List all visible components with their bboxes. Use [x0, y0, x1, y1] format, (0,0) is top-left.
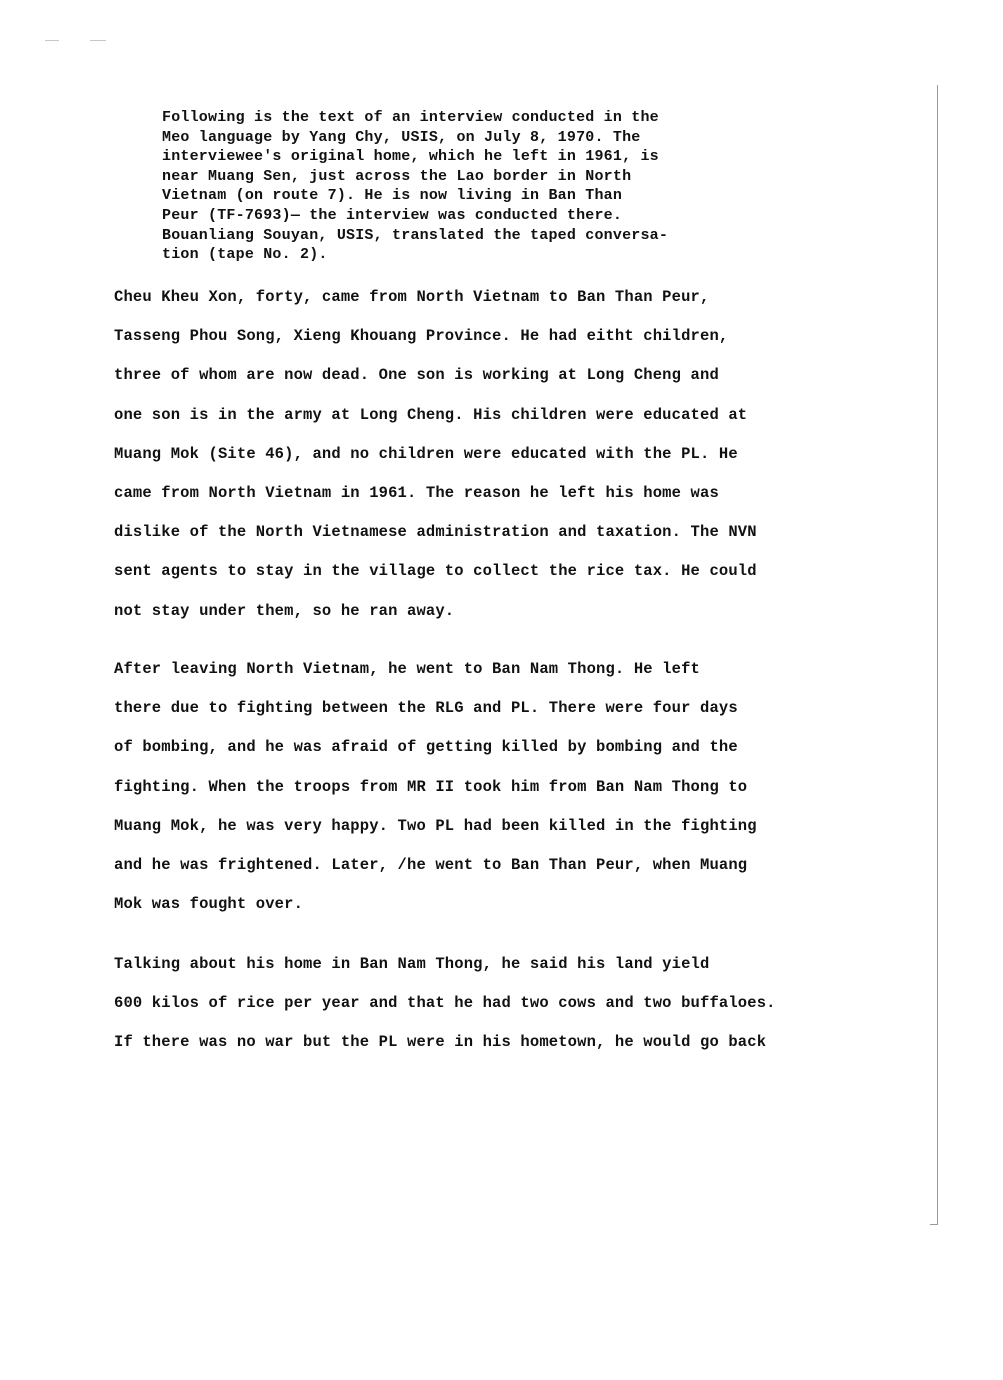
intro-line: tion (tape No. 2).	[162, 246, 328, 264]
paragraph-line: and he was frightened. Later, /he went to Ban Than Peur, when Muang	[114, 856, 748, 875]
body-paragraph	[114, 278, 814, 631]
paragraph-line: of bombing, and he was afraid of getting killed by bombing and the	[114, 738, 738, 757]
body-paragraph	[114, 945, 814, 1063]
paragraph-line: three of whom are now dead. One son is working at Long Cheng and	[114, 366, 719, 385]
intro-line: Peur (TF-7693)— the interview was conducted there.	[162, 206, 623, 224]
margin-rule-line	[937, 85, 938, 1225]
intro-line: Vietnam (on route 7). He is now living in Ban Than	[162, 187, 623, 205]
intro-line: near Muang Sen, just across the Lao border in North	[162, 167, 632, 185]
paragraph-line: Cheu Kheu Xon, forty, came from North Vietnam to Ban Than Peur,	[114, 288, 710, 306]
paragraph-line: not stay under them, so he ran away.	[114, 601, 455, 620]
scan-artifact-mark	[45, 40, 59, 41]
paragraph-line: After leaving North Vietnam, he went to Ban Nam Thong. He left	[114, 660, 700, 678]
intro-note	[162, 108, 722, 265]
paragraph-line: one son is in the army at Long Cheng. His children were educated at	[114, 405, 748, 424]
intro-line: Bouanliang Souyan, USIS, translated the taped conversa-	[162, 226, 669, 244]
paragraph-line: there due to fighting between the RLG and PL. There were four days	[114, 699, 738, 718]
paragraph-line: fighting. When the troops from MR II took him from Ban Nam Thong to	[114, 777, 748, 796]
paragraph-line: Muang Mok, he was very happy. Two PL had been killed in the fighting	[114, 816, 757, 835]
paragraph-line: Mok was fought over.	[114, 895, 304, 914]
paragraph-line: If there was no war but the PL were in his hometown, he would go back	[114, 1033, 767, 1052]
scan-artifact-mark	[90, 40, 106, 41]
margin-rule-tick	[930, 1224, 938, 1225]
paragraph-line: came from North Vietnam in 1961. The reason he left his home was	[114, 484, 719, 503]
intro-line: Meo language by Yang Chy, USIS, on July 8, 1970. The	[162, 128, 641, 146]
paragraph-line: dislike of the North Vietnamese administration and taxation. The NVN	[114, 523, 757, 542]
intro-line: Following is the text of an interview conducted in the	[162, 109, 659, 126]
body-paragraph	[114, 650, 814, 924]
paragraph-line: Muang Mok (Site 46), and no children were educated with the PL. He	[114, 444, 738, 463]
intro-line: interviewee's original home, which he left in 1961, is	[162, 148, 659, 166]
paragraph-line: Tasseng Phou Song, Xieng Khouang Province. He had eitht children,	[114, 327, 729, 346]
paragraph-line: sent agents to stay in the village to collect the rice tax. He could	[114, 562, 757, 581]
paragraph-line: Talking about his home in Ban Nam Thong, he said his land yield	[114, 955, 710, 973]
paragraph-line: 600 kilos of rice per year and that he had two cows and two buffaloes.	[114, 994, 776, 1013]
